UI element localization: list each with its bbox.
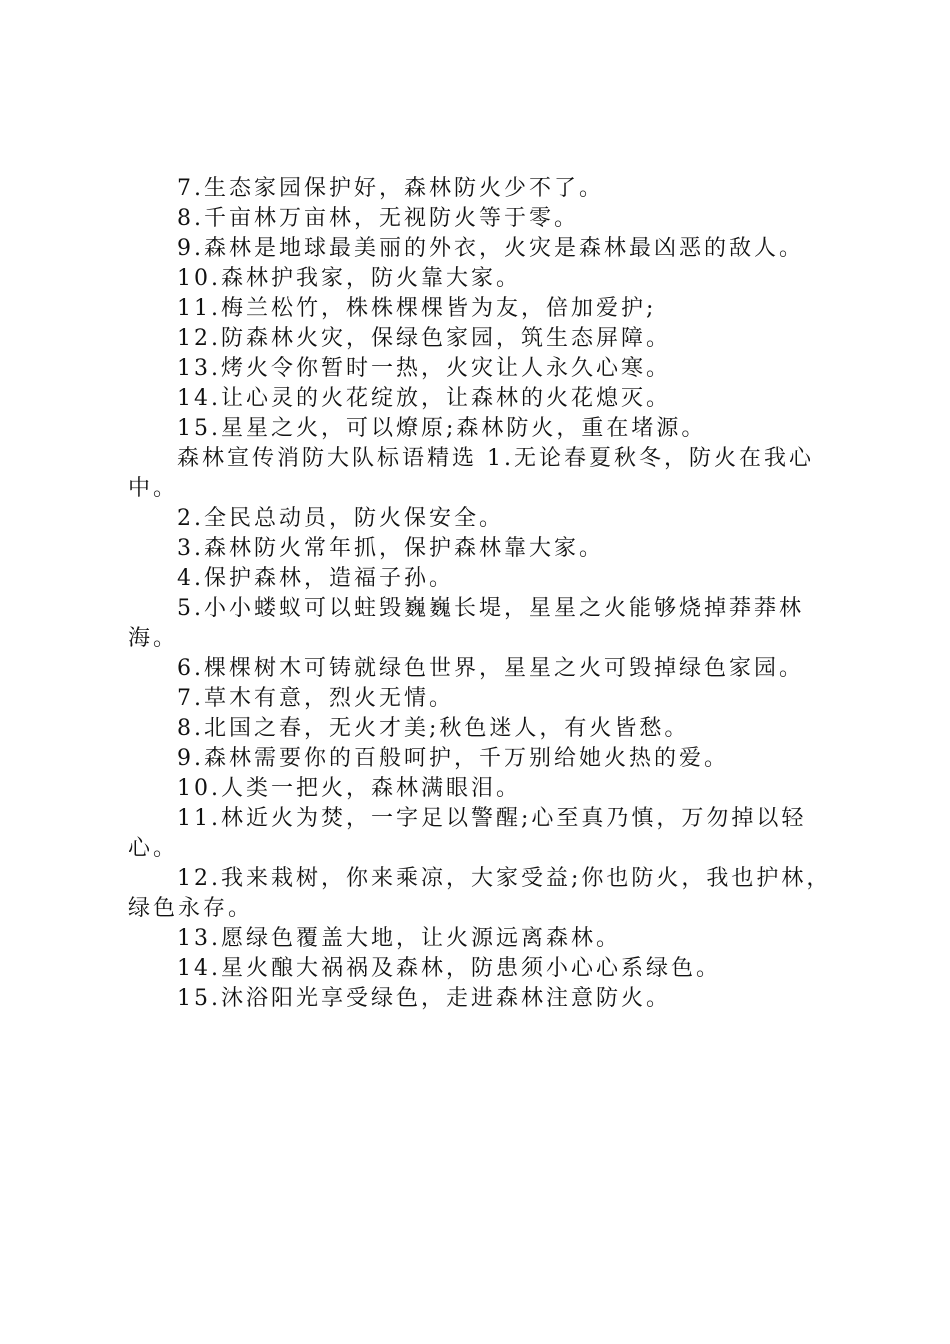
text-line: 3.森林防火常年抓，保护森林靠大家。 — [177, 536, 604, 561]
document-body — [128, 174, 840, 1014]
text-line: 14.让心灵的火花绽放，让森林的火花熄灭。 — [177, 386, 671, 411]
text-line: 11.林近火为焚，一字足以警醒;心至真乃慎，万勿掉以轻心。 — [128, 806, 807, 861]
text-line: 13.烤火令你暂时一热，火灾让人永久心寒。 — [177, 356, 671, 381]
text-line: 7.生态家园保护好，森林防火少不了。 — [177, 176, 604, 201]
text-line: 15.星星之火，可以燎原;森林防火，重在堵源。 — [177, 416, 707, 441]
text-line: 12.防森林火灾，保绿色家园，筑生态屏障。 — [177, 326, 671, 351]
text-line: 10.人类一把火，森林满眼泪。 — [177, 776, 521, 801]
text-line: 13.愿绿色覆盖大地，让火源远离森林。 — [177, 926, 621, 951]
text-line: 7.草木有意，烈火无情。 — [177, 686, 454, 711]
text-line: 8.千亩林万亩林，无视防火等于零。 — [177, 206, 579, 231]
text-line: 14.星火酿大祸祸及森林，防患须小心心系绿色。 — [177, 956, 721, 981]
section-heading-line: 森林宣传消防大队标语精选 1.无论春夏秋冬，防火在我心中。 — [128, 446, 814, 501]
text-line: 9.森林是地球最美丽的外衣，火灾是森林最凶恶的敌人。 — [177, 236, 804, 261]
text-line: 11.梅兰松竹，株株棵棵皆为友，倍加爱护; — [177, 296, 657, 321]
text-line: 6.棵棵树木可铸就绿色世界，星星之火可毁掉绿色家园。 — [177, 656, 804, 681]
text-line: 15.沐浴阳光享受绿色，走进森林注意防火。 — [177, 986, 671, 1011]
text-line: 4.保护森林，造福子孙。 — [177, 566, 454, 591]
text-line: 5.小小蝼蚁可以蛀毁巍巍长堤，星星之火能够烧掉莽莽林海。 — [128, 596, 804, 651]
text-line: 12.我来栽树，你来乘凉，大家受益;你也防火，我也护林，绿色永存。 — [128, 866, 832, 921]
text-line: 8.北国之春，无火才美;秋色迷人，有火皆愁。 — [177, 716, 690, 741]
text-line: 9.森林需要你的百般呵护，千万别给她火热的爱。 — [177, 746, 729, 771]
text-line: 10.森林护我家，防火靠大家。 — [177, 266, 521, 291]
text-line: 2.全民总动员，防火保安全。 — [177, 506, 504, 531]
